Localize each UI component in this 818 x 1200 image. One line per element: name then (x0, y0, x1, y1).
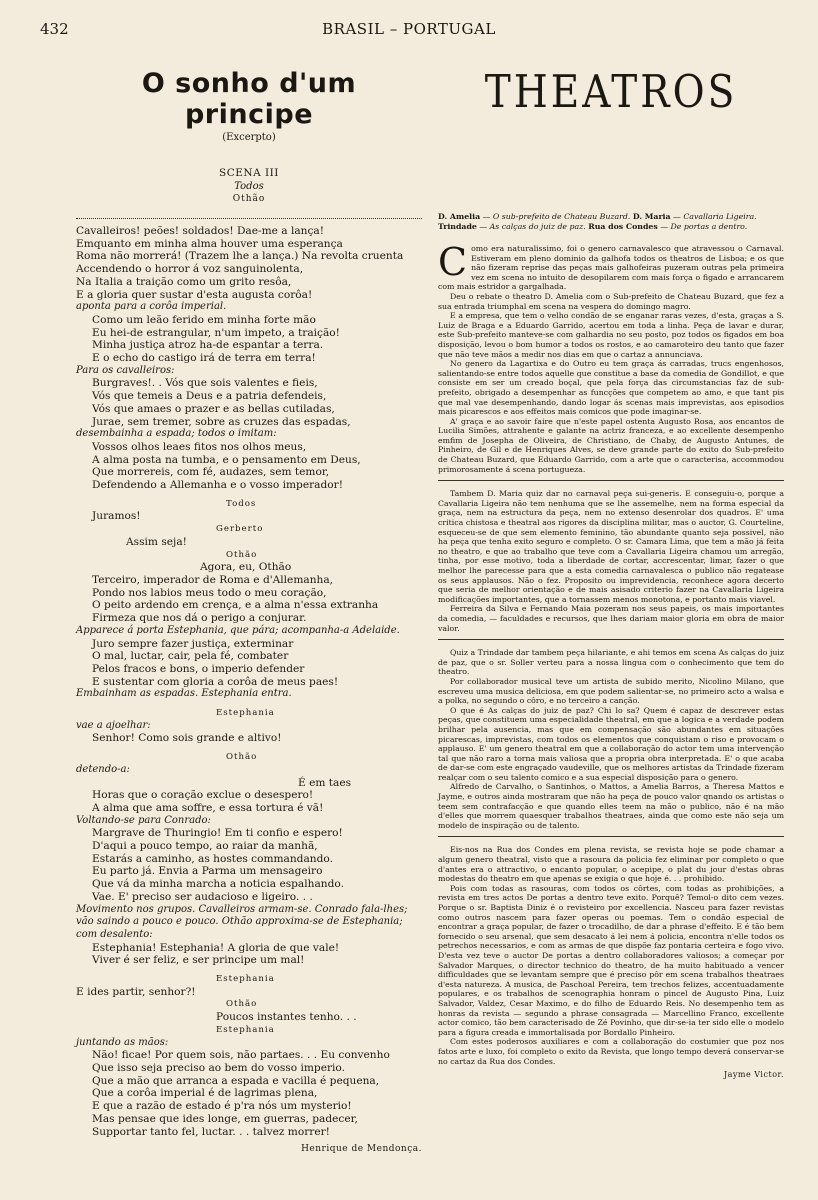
verse-line: Defendendo a Allemanha e o vosso imperador! (92, 479, 343, 492)
verse-line: Juramos! (92, 510, 141, 523)
stage-direction: vae a ajoelhar: (76, 719, 151, 731)
verse-line: Que vá da minha marcha a noticia espalhando. (92, 878, 344, 891)
verse-line: Emquanto em minha alma houver uma esperança (76, 237, 343, 250)
section-rule (438, 836, 784, 837)
review-paragraph (438, 677, 784, 706)
speaker-name: Estephania (216, 1024, 275, 1035)
verse-line: Estephania! Estephania! A gloria de que vale! (92, 941, 340, 954)
paragraph-text: Tambem D. Maria quiz dar no carnaval peça sui-generis. E conseguiu-o, porque a Cavallaria Ligeira não tem nenhuma que se lhe assemelhe, nem na forma especial da graça, nem na estructura da peça, nem no extenso desenrolar dos quadros. E' uma critica chistosa e theatral aos rigores da disciplina militar, mas o auctor, G. Courteline, esqueceu-se de que sem elemento feminino, tão abundante quanto seja possivel, não ha peça que tenha exito seguro e completo. O sr. Camara Lima, que tem a mão já feita no theatro, e que ao trabalho que teve com a Cavallaria Ligeira chamou um arregão, tinha, por esse motivo, toda a liberdade de cortar, accrescentar, limar, fazer o que melhor lhe parecesse para que a esta comedia carnavalesca o publico não regatease os seus applausos. Não o fez. Proposito ou imprevidencia, reconhece agora decerto que seria de melhor orientação e de mais asisado criterio fazer na Cavallaria Ligeira modificações importantes, que a tornassem menos monotona, e portanto mais viavel. (438, 489, 784, 604)
review-paragraph (438, 604, 784, 633)
theatre-name: D. Maria (632, 212, 671, 221)
verse-line: D'aqui a pouco tempo, ao raiar da manhã, (92, 840, 318, 853)
scene-speaker: Othão (232, 194, 266, 204)
review-paragraph (438, 311, 784, 359)
drop-cap: C (438, 240, 468, 284)
verse-line: Que morrereis, com fé, audazes, sem temor, (92, 466, 330, 479)
play-title: — De portas a dentro. (657, 222, 748, 231)
verse-line: Roma não morrerá! (Trazem lhe a lança.) Na revolta cruenta (76, 250, 404, 263)
paragraph-text: omo era naturalissimo, foi o genero carnavalesco que atravessou o Carnaval. Estiveram em pleno dominio da galhofa todos os theatros de Lisboa; e os que não fizeram reprise das peças mais galhofeiras puzeram outras pela primeira vez em scena no intuito de desopilarem com mais força o figado e arrancarem com mais estridor a gargalhada. (438, 244, 784, 292)
theatros-logo: THEATROS (484, 66, 738, 118)
verse-line: Juro sempre fazer justiça, exterminar (92, 637, 294, 650)
play-title: — O sub-prefeito de Chateau Buzard. (480, 212, 633, 221)
poem-title: O sonho d'um principe (141, 68, 357, 130)
verse-line: Mas pensae que ides longe, em guerras, padecer, (92, 1112, 358, 1125)
page-header (40, 20, 778, 44)
verse-line: Minha justiça atroz ha-de espantar a terra. (92, 339, 324, 352)
paragraph-text: Quiz a Trindade dar tambem peça hilariante, e ahi temos em scena As calças do juiz de paz, que o sr. Soller verteu para a nossa lingua com o conhecimento que tem do theatro. (438, 648, 784, 677)
theatre-column (438, 62, 784, 1079)
review-paragraph (438, 706, 784, 783)
verse-line: E o echo do castigo irá de terra em terra! (92, 352, 316, 365)
verse-line: Que isso seja preciso ao bem do vosso imperio. (92, 1062, 345, 1074)
verse-line: Margrave de Thuringio! Em ti confio e espero! (92, 827, 343, 840)
verse-line: Assim seja! (126, 535, 187, 548)
stage-direction: detendo-a: (76, 763, 130, 775)
paragraph-text: No genero da Lagartixa e do Outro eu tem graça ás carradas, trucs engenhosos, salientando-se entre todos aquelle que constitue a base da comedia de Gondillot, e que consiste em ser um creado boçal, que pela força das circumstancias faz de sub-prefeito, obrigado a desempenhar as funcções que competem ao amo, e que tant pis que mal vae desempenhando, dando logar ás scenas mais imprevistas, aos episodios mais picarescos e aos effeitos mais comicos que pode imaginar-se. (438, 359, 784, 417)
scene-heading: SCENA III (219, 167, 279, 179)
verse-line: Não! ficae! Por quem sois, não partaes. . . Eu convenho (92, 1049, 390, 1062)
poem-subtitle: (Excerpto) (222, 132, 276, 143)
stage-direction: Voltando-se para Conrado: (76, 814, 211, 826)
speaker-name: Othão (226, 999, 258, 1010)
verse-line: Vós que temeis a Deus e a patria defendeis, (92, 390, 327, 403)
paragraph-text: E a empresa, que tem o velho condão de se enganar raras vezes, d'esta, graças a S. Luiz de Braga e a Eduardo Garrido, acertou em toda a linha. Peça de lavar e durar, este Sub-prefeito manteve-se com galhardia no seu posto, poz todos os figados em boa disposição, levou o bom humor a todos os rostos, e ao camaroteiro deu tanto que fazer que não teve mãos a medir nos dias em que o cartaz a annunciava. (438, 311, 784, 359)
verse-line: Que a corôa imperial é de lagrimas plena, (92, 1087, 318, 1100)
review-paragraph (438, 1037, 784, 1066)
review-paragraph (438, 782, 784, 830)
stage-direction: aponta para a corôa imperial. (76, 301, 227, 313)
stage-direction: Apparece á porta Estephania, que pára; acompanha-a Adelaide. (76, 624, 400, 636)
verse-line: Que a mão que arranca a espada e vacilla é pequena, (92, 1074, 380, 1087)
speaker-name: Estephania (216, 974, 275, 985)
theatre-name: Trindade (438, 222, 477, 231)
review-paragraph (438, 417, 784, 475)
paragraph-text: Com estes poderosos auxiliares e com a collaboração do costumier que poz nos fatos arte e luxo, foi completo o exito da Revista, que longo tempo deverá conservar-se no cartaz da Rua dos Condes. (438, 1037, 784, 1066)
stage-direction: desembainha a espada; todos o imitam: (76, 428, 277, 440)
verse-line: Vossos olhos leaes fitos nos olhos meus, (92, 440, 307, 453)
verse-line: Na Italia a traição como um grito resôa, (76, 275, 292, 288)
verse-line: Terceiro, imperador de Roma e d'Allemanha, (92, 573, 334, 586)
verse-line: E ides partir, senhor?! (76, 985, 196, 998)
verse-line: Pondo nos labios meus todo o meu coração, (92, 586, 327, 599)
verse-line: Firmeza que nos dá o perigo a conjurar. (92, 612, 307, 625)
poem-signature: Henrique de Mendonça. (301, 1144, 422, 1155)
verse-line: Agora, eu, Othão (200, 561, 292, 574)
verse-line: Pelos fracos e bons, o imperio defender (92, 662, 305, 675)
section-rule (438, 480, 784, 481)
verse-line: E sustentar com gloria a corôa de meus paes! (92, 675, 339, 688)
verse-line: Eu hei-de estrangular, n'um impeto, a traição! (92, 326, 340, 339)
stage-direction: Movimento nos grupos. Cavalleiros armam-se. Conrado fala-lhes; vão saindo a pouco e pouco. Othão approxima-se de Estephania; com desalento: (76, 903, 408, 940)
scene-characters: Todos (234, 181, 264, 192)
page-number: 432 (40, 20, 69, 38)
paragraph-text: Deu o rebate o theatro D. Amelia com o Sub-prefeito de Chateau Buzard, que fez a sua entrada triumphal em scena na vespera do domingo magro. (438, 291, 784, 311)
play-title: — As calças do juiz de paz. (476, 222, 589, 231)
verse-line: Como um leão ferido em minha forte mão (92, 313, 316, 326)
speaker-name: Gerberto (216, 524, 264, 535)
review-paragraph (438, 359, 784, 417)
verse-line: Horas que o coração exclue o desespero! (92, 789, 314, 802)
speaker-name: Todos (226, 498, 257, 509)
poem-column (76, 68, 422, 1156)
theatre-name: D. Amelia (438, 212, 481, 221)
review-paragraph (438, 240, 784, 292)
speaker-name: Othão (226, 549, 258, 560)
verse-line: Eu parto já. Envia a Parma um mensageiro (92, 865, 323, 878)
stage-direction: juntando as mãos: (76, 1036, 169, 1048)
verse-line: Vae. E' preciso ser audacioso e ligeiro. . . (92, 890, 313, 903)
speaker-name: Othão (226, 752, 258, 763)
verse-line: É em taes (298, 776, 352, 789)
paragraph-text: Eis-nos na Rua dos Condes em plena revista, se revista hoje se pode chamar a algum genero theatral, visto que a rasoura da policia fez eliminar por completo o que d'antes era o attractivo, o encanto popular, o acepipe, o plat du jour d'estas obras modestas do theatro em que apenas se exigia o que hoje é. . . prohibido. (438, 845, 784, 884)
paragraph-text: O que é As calças do juiz de paz? Chi lo sa? Quem é capaz de descrever estas peças, que constituem uma especialidade theatral, em que a logica e a verdade podem brilhar pela ausencia, mas que em compensação são abundantes em situações picarescas, imprevistas, com todos os elementos que conquistam o riso e provocam o applauso. E' um genero theatral em que a collaboração do actor tem uma intervenção tal que não raro a torna mais valiosa que a propria obra interpretada. E' o que acaba de dar-se com este engraçado vaudeville, que os melhores artistas da Trindade fizeram realçar com o seu talento comico e a sua especial disposição para o genero. (438, 705, 784, 782)
verse-line: O mal, luctar, cair, pela fé, combater (92, 650, 289, 663)
verse-line: Estarás a caminho, as hostes commandando. (92, 852, 333, 865)
verse-line: A alma posta na tumba, e o pensamento em Deus, (92, 453, 361, 466)
paragraph-text: Pois com todas as rasouras, com todos os côrtes, com todas as prohibições, a revista em tres actos De portas a dentro teve exito. Porquê? Temol-o dito cem vezes. Porque o sr. Baptista Diniz é o revisteiro por excellencia. Nasceu para fazer revistas como outros nascem para fazer operas ou poemas. Tem o condão especial de encontrar a graça popular, de fazer o trocadilho, de dar a phrase d'effeito. E é tão bem fornecido o seu arsenal, que sem desacato á lei nem á policia, encontra n'elle todos os petrechos necessarios, e com as armas de que dispõe faz pontaria certeira e fogo vivo. D'esta vez teve o auctor De portas a dentro collaboradores valiosos; a começar por Salvador Marques, o director technico do theatro, de ha muito habituado a vencer difficuldades que se levantam sempre que é preciso pôr em scena trabalhos theatraes d'esta natureza. A musica, de Paschoal Pereira, tem trechos felizes, accentuadamente populares, e os trabalhos de scenographia honram o pincel de Augusto Pina, Luiz Salvador, Valdez, Cesar Maximo, e do filho de Eduardo Reis. No desempenho tem as honras da revista — segundo a phrase consagrada — Marcellino Franco, excellente actor comico, tão bem caracterisado de Zé Povinho, que dir-se-ia ter sido elle o modelo para a figura creada e immortalisada por Bordallo Pinheiro. (438, 883, 784, 1037)
poem-body (76, 225, 422, 1138)
verse-line: E a gloria quer sustar d'esta augusta corôa! (76, 288, 313, 301)
stage-direction: Embainham as espadas. Estephania entra. (76, 688, 292, 700)
review-paragraph (438, 884, 784, 1038)
verse-line: E que a razão de estado é p'ra nós um mysterio! (92, 1100, 352, 1113)
paragraph-text: Ferreira da Silva e Fernando Maia pozeram nos seus papeis, os mais importantes da comedia, — faculdades e recursos, que lhes dariam maior gloria em obra de maior valor. (438, 604, 784, 633)
theatros-masthead (438, 62, 784, 122)
verse-line: Senhor! Como sois grande e altivo! (92, 732, 282, 745)
review-paragraph (438, 845, 784, 883)
verse-line: Viver é ser feliz, e ser principe um mal! (92, 954, 305, 967)
speaker-name: Estephania (216, 708, 275, 719)
verse-line: Supportar tanto fel, luctar. . . talvez morrer! (92, 1125, 330, 1138)
section-summary (438, 212, 784, 232)
verse-line: Jurae, sem tremer, sobre as cruzes das espadas, (92, 415, 351, 428)
stage-direction: Para os cavalleiros: (76, 364, 175, 376)
section-rule (438, 639, 784, 640)
dotted-divider (76, 218, 422, 219)
paragraph-text: Por collaborador musical teve um artista de subido merito, Nicolino Milano, que escreveu uma musica deliciosa, em que podem salientar-se, no primeiro acto a walsa e a polka, no segundo o côro, e no terceiro a canção. (438, 676, 784, 706)
verse-line: Burgraves!. . Vós que sois valentes e fieis, (92, 377, 318, 390)
theatre-name: Rua dos Condes (588, 222, 658, 231)
review-paragraph (438, 489, 784, 604)
review-signature: Jayme Victor. (723, 1070, 784, 1080)
review-paragraph (438, 648, 784, 677)
paragraph-text: A' graça e ao savoir faire que n'este papel ostenta Augusto Rosa, aos encantos de Lucilia Simões, attrahente e galante na actriz franceza, e ao excellente desempenho emfim de Josepha de Oliveira, de Christiano, de Chaby, de Augusto Antunes, de Pinheiro, de Gil e de Henriques Alves, se deve grande parte do exito do Sub-prefeito de Chateau Buzard, que Eduardo Garrido, com a arte que o caracterisa, accommodou primorosamente á scena portugueza. (438, 416, 784, 474)
journal-title: BRASIL – PORTUGAL (322, 20, 496, 38)
verse-line: Poucos instantes tenho. . . (216, 1011, 357, 1024)
verse-line: Cavalleiros! peões! soldados! Dae-me a lança! (76, 225, 324, 237)
verse-line: Vós que amaes o prazer e as bellas cutiladas, (92, 402, 335, 415)
theatre-review-body (438, 240, 784, 1066)
verse-line: O peito ardendo em crença, e a alma n'essa extranha (92, 599, 379, 612)
verse-line: Accendendo o horror á voz sanguinolenta, (76, 263, 304, 276)
play-title: — Cavallaria Ligeira. (670, 212, 757, 221)
verse-line: A alma que ama soffre, e essa tortura é vã! (92, 801, 324, 814)
review-paragraph (438, 292, 784, 311)
paragraph-text: Alfredo de Carvalho, o Santinhos, o Mattos, a Amelia Barros, a Theresa Mattos e Jayme, e outros ainda mostraram que não ha peça de pouco valor qnando os artistas o teem sem contrafacção e que quando elles teem na mão o publico, não é na mão d'elles que morrem quaesquer trabalhos theatraes, ainda que como este não seja um modelo de inspiração ou de talento. (438, 782, 784, 830)
